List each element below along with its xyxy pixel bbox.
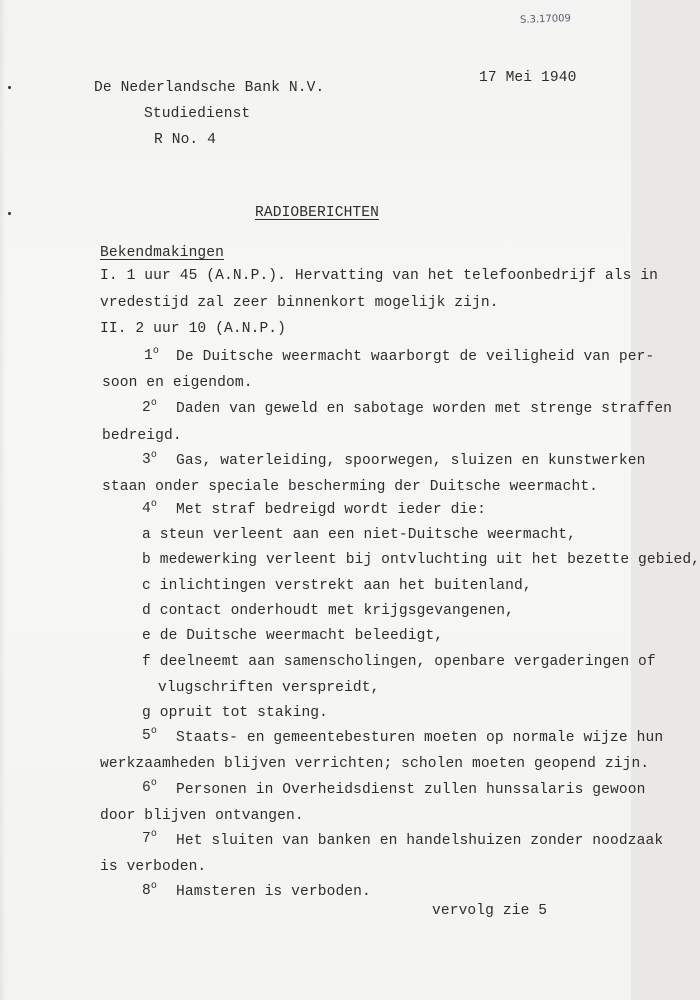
point-3-line-2: staan onder speciale bescherming der Duitsche weermacht. — [102, 479, 599, 495]
point-7-line-1: Het sluiten van banken en handelshuizen zonder noodzaak — [176, 833, 664, 849]
document-date: 17 Mei 1940 — [479, 70, 577, 86]
sub-item-b: b medewerking verleent bij ontvluchting uit het bezette gebied, — [142, 552, 700, 568]
department-name: Studiedienst — [144, 106, 251, 122]
point-2-line-2: bedreigd. — [102, 428, 182, 444]
point-2-line-1: Daden van geweld en sabotage worden met strenge straffen — [176, 401, 673, 417]
point-8-line-1: Hamsteren is verboden. — [176, 884, 371, 900]
point-6-line-1: Personen in Overheidsdienst zullen hunssalaris gewoon — [176, 782, 646, 798]
point-number: 8$^o$ — [142, 881, 157, 899]
reference-number: R No. 4 — [154, 132, 217, 148]
point-5-line-2: werkzaamheden blijven verrichten; scholen moeten geopend zijn. — [100, 756, 650, 772]
continuation-note: vervolg zie 5 — [432, 903, 548, 919]
point-1-line-2: soon en eigendom. — [102, 375, 253, 391]
point-number: 2$^o$ — [142, 398, 157, 416]
document-title: RADIOBERICHTEN — [255, 205, 380, 221]
page-edge-shadow — [0, 0, 6, 1000]
point-number: 7$^o$ — [142, 829, 157, 847]
item-II-line-1: II. 2 uur 10 (A.N.P.) — [100, 321, 287, 337]
point-1-line-1: De Duitsche weermacht waarborgt de veiligheid van per- — [176, 349, 655, 365]
point-number: 3$^o$ — [142, 450, 157, 468]
point-number: 6$^o$ — [142, 778, 157, 796]
organisation-name: De Nederlandsche Bank N.V. — [94, 80, 325, 96]
item-I-line-1: I. 1 uur 45 (A.N.P.). Hervatting van het telefoonbedrijf als in — [100, 268, 659, 284]
point-number: 1$^o$ — [144, 346, 159, 364]
section-heading: Bekendmakingen — [100, 245, 225, 261]
point-5-line-1: Staats- en gemeentebesturen moeten op normale wijze hun — [176, 730, 664, 746]
point-3-line-1: Gas, waterleiding, spoorwegen, sluizen en kunstwerken — [176, 453, 646, 469]
point-number: 4$^o$ — [142, 499, 157, 517]
item-I-line-2: vredestijd zal zeer binnenkort mogelijk zijn. — [100, 295, 499, 311]
punch-hole-mark — [8, 86, 11, 89]
archive-code: S.3.17009 — [519, 13, 572, 26]
point-6-line-2: door blijven ontvangen. — [100, 808, 304, 824]
sub-item-c: c inlichtingen verstrekt aan het buitenland, — [142, 578, 532, 594]
punch-hole-mark — [8, 212, 11, 215]
point-7-line-2: is verboden. — [100, 859, 207, 875]
sub-item-d: d contact onderhoudt met krijgsgevangenen, — [142, 603, 515, 619]
point-4-line-1: Met straf bedreigd wordt ieder die: — [176, 502, 487, 518]
sub-item-f-line-1: f deelneemt aan samenscholingen, openbare vergaderingen of — [142, 654, 656, 670]
sub-item-a: a steun verleent aan een niet-Duitsche weermacht, — [142, 527, 577, 543]
point-number: 5$^o$ — [142, 726, 157, 744]
sub-item-e: e de Duitsche weermacht beleedigt, — [142, 628, 444, 644]
sub-item-g: g opruit tot staking. — [142, 705, 329, 721]
sub-item-f-line-2: vlugschriften verspreidt, — [158, 680, 380, 696]
